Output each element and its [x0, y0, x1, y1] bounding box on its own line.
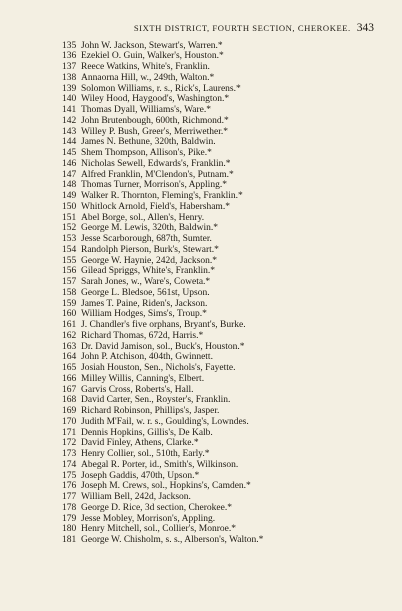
entry-text: William Bell, 242d, Jackson. [81, 492, 191, 502]
entry-text: Ezekiel O. Guin, Walker's, Houston.* [81, 51, 224, 62]
entry-number: 180 [62, 524, 77, 535]
list-item [62, 492, 392, 503]
running-head: SIXTH DISTRICT, FOURTH SECTION, CHEROKEE. [133, 23, 351, 33]
page-number: 343 [356, 22, 374, 34]
entry-text: George M. Lewis, 320th, Baldwin.* [81, 223, 219, 234]
entry-number: 176 [62, 481, 77, 492]
entry-text: James N. Bethune, 320th, Baldwin. [81, 137, 216, 148]
list-item [62, 342, 392, 353]
entry-number: 177 [62, 492, 77, 502]
entry-number: 175 [62, 470, 77, 481]
list-item [62, 524, 392, 535]
list-item [62, 331, 392, 342]
list-item [62, 374, 392, 385]
entry-number: 151 [62, 212, 77, 223]
entry-text: Dr. David Jamison, sol., Buck's, Houston.* [81, 341, 245, 352]
list-item [62, 449, 392, 460]
entry-text: Solomon Williams, r. s., Rick's, Laurens.* [81, 83, 241, 94]
entry-text: Richard Robinson, Phillips's, Jasper. [81, 406, 220, 416]
entry-number: 135 [62, 40, 77, 51]
entry-text: Willey P. Bush, Greer's, Merriwether.* [81, 126, 228, 137]
list-item [62, 180, 392, 191]
list-item [62, 320, 392, 331]
entry-number: 174 [62, 459, 77, 470]
entry-number: 143 [62, 126, 77, 137]
entry-number: 152 [62, 223, 77, 234]
entry-number: 179 [62, 513, 77, 524]
list-item [62, 363, 392, 374]
list-item [62, 438, 392, 449]
entry-text: Joseph Gaddis, 470th, Upson.* [81, 470, 200, 481]
entry-number: 148 [62, 180, 77, 191]
entry-text: Sarah Jones, w., Ware's, Coweta.* [81, 277, 211, 287]
entry-text: Milley Willis, Canning's, Elbert. [81, 373, 205, 384]
entry-number: 156 [62, 266, 77, 277]
entry-number: 164 [62, 352, 77, 363]
list-item [62, 223, 392, 234]
entry-text: Abegal R. Porter, id., Smith's, Wilkinson. [81, 459, 239, 470]
entry-number: 157 [62, 277, 77, 287]
entry-text: Thomas Dyall, Williams's, Ware.* [81, 105, 212, 115]
list-item [62, 481, 392, 492]
entry-number: 136 [62, 51, 77, 62]
list-item [62, 234, 392, 245]
entry-number: 173 [62, 449, 77, 459]
entry-text: Gilead Spriggs, White's, Franklin.* [81, 266, 215, 277]
list-item [62, 256, 392, 267]
entry-text: Jesse Scarborough, 687th, Sumter. [81, 234, 212, 244]
entry-text: Reece Watkins, White's, Franklin. [81, 62, 210, 72]
page-header [60, 22, 374, 36]
entry-number: 161 [62, 320, 77, 330]
entry-number: 153 [62, 234, 77, 244]
list-item [62, 514, 392, 525]
entry-number: 144 [62, 137, 77, 148]
list-item [62, 105, 392, 116]
entry-text: Richard Thomas, 672d, Harris.* [81, 330, 204, 341]
entry-text: James T. Paine, Riden's, Jackson. [81, 298, 208, 309]
list-item [62, 127, 392, 138]
entry-number: 155 [62, 255, 77, 266]
entry-number: 139 [62, 83, 77, 94]
entry-number: 165 [62, 363, 77, 373]
entry-text: Garvis Cross, Roberts's, Hall. [81, 384, 194, 395]
entry-text: Whitlock Arnold, Field's, Habersham.* [81, 201, 230, 212]
entry-text: Henry Collier, sol., 510th, Early.* [81, 449, 210, 459]
entry-text: Josiah Houston, Sen., Nichols's, Fayette. [81, 363, 236, 373]
list-item [62, 137, 392, 148]
entry-text: Abel Borge, sol., Allen's, Henry. [81, 212, 205, 223]
entry-number: 146 [62, 158, 77, 169]
entry-text: Joseph M. Crews, sol., Hopkins's, Camden.* [81, 481, 251, 492]
entry-number: 169 [62, 406, 77, 416]
list-item [62, 41, 392, 52]
entry-text: Wiley Hood, Haygood's, Washington.* [81, 94, 230, 105]
list-item [62, 503, 392, 514]
list-item [62, 535, 392, 546]
entry-number: 181 [62, 535, 77, 545]
entry-text: George L. Bledsoe, 561st, Upson. [81, 287, 210, 298]
entry-text: William Hodges, Sims's, Troup.* [81, 309, 207, 320]
entry-number: 167 [62, 384, 77, 395]
list-item [62, 428, 392, 439]
entry-text: John W. Jackson, Stewart's, Warren.* [81, 40, 223, 51]
entry-text: Nicholas Sewell, Edwards's, Franklin.* [81, 158, 231, 169]
entry-text: Randolph Pierson, Burk's, Stewart.* [81, 244, 219, 255]
list-item [62, 309, 392, 320]
entry-number: 170 [62, 416, 77, 427]
entry-number: 141 [62, 105, 77, 115]
entry-list [62, 41, 392, 546]
entry-number: 178 [62, 502, 77, 513]
list-item [62, 202, 392, 213]
entry-text: Alfred Franklin, M'Clendon's, Putnam.* [81, 169, 234, 180]
entry-number: 150 [62, 201, 77, 212]
entry-number: 168 [62, 395, 77, 406]
entry-number: 159 [62, 298, 77, 309]
entry-text: George D. Rice, 3d section, Cherokee.* [81, 502, 232, 513]
entry-text: Walker R. Thornton, Fleming's, Franklin.* [81, 191, 243, 201]
entry-text: Henry Mitchell, sol., Collier's, Monroe.* [81, 524, 237, 535]
list-item [62, 148, 392, 159]
entry-text: George W. Haynie, 242d, Jackson.* [81, 255, 217, 266]
list-item [62, 277, 392, 288]
entry-text: Judith M'Fail, w. r. s., Goulding's, Lowndes. [81, 416, 249, 427]
list-item [62, 395, 392, 406]
entry-number: 138 [62, 72, 77, 83]
list-item [62, 245, 392, 256]
list-item [62, 299, 392, 310]
list-item [62, 191, 392, 202]
list-item [62, 385, 392, 396]
list-item [62, 170, 392, 181]
entry-text: Thomas Turner, Morrison's, Appling.* [81, 180, 227, 191]
list-item [62, 288, 392, 299]
list-item [62, 266, 392, 277]
entry-number: 158 [62, 287, 77, 298]
list-item [62, 51, 392, 62]
list-item [62, 159, 392, 170]
list-item [62, 84, 392, 95]
list-item [62, 352, 392, 363]
entry-text: Jesse Mobley, Morrison's, Appling. [81, 513, 216, 524]
entry-text: David Finley, Athens, Clarke.* [81, 438, 199, 449]
list-item [62, 73, 392, 84]
entry-text: David Carter, Sen., Royster's, Franklin. [81, 395, 231, 406]
entry-text: Dennis Hopkins, Gillis's, De Kalb. [81, 427, 213, 438]
list-item [62, 94, 392, 105]
entry-number: 145 [62, 148, 77, 158]
entry-number: 162 [62, 330, 77, 341]
entry-number: 149 [62, 191, 77, 201]
entry-text: Annaorna Hill, w., 249th, Walton.* [81, 72, 215, 83]
list-item [62, 213, 392, 224]
entry-number: 171 [62, 427, 77, 438]
entry-number: 140 [62, 94, 77, 105]
entry-number: 160 [62, 309, 77, 320]
list-item [62, 417, 392, 428]
list-item [62, 471, 392, 482]
entry-number: 166 [62, 373, 77, 384]
entry-number: 142 [62, 115, 77, 126]
list-item [62, 406, 392, 417]
entry-number: 147 [62, 169, 77, 180]
entry-text: J. Chandler's five orphans, Bryant's, Burke. [81, 320, 246, 330]
list-item [62, 62, 392, 73]
entry-number: 163 [62, 341, 77, 352]
entry-text: George W. Chisholm, s. s., Alberson's, Walton.* [81, 535, 264, 545]
entry-text: Shem Thompson, Allison's, Pike.* [81, 148, 212, 158]
list-item [62, 460, 392, 471]
entry-number: 172 [62, 438, 77, 449]
entry-text: John P. Atchison, 404th, Gwinnett. [81, 352, 213, 363]
entry-number: 154 [62, 244, 77, 255]
entry-text: John Brutenbough, 600th, Richmond.* [81, 115, 229, 126]
entry-number: 137 [62, 62, 77, 72]
list-item [62, 116, 392, 127]
